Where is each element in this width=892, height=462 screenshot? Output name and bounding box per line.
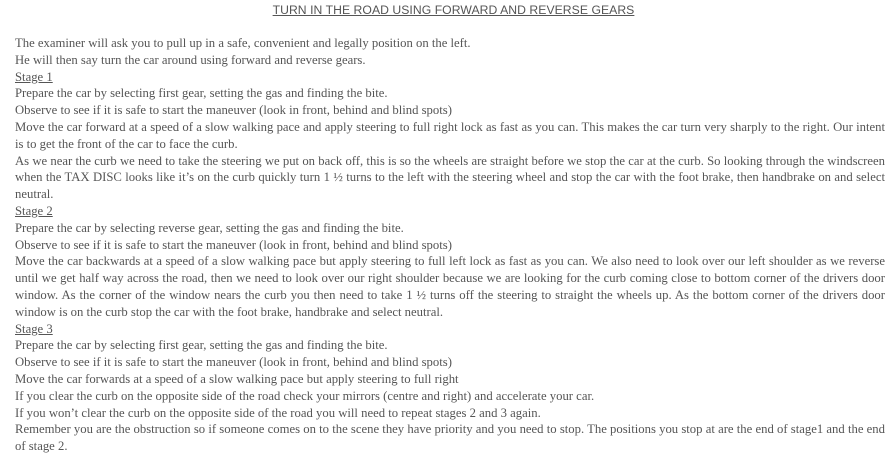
stage-1-paragraph-3: Move the car forward at a speed of a slow walking pace and apply steering to full right lock as fast as you can. This makes the car turn very sharply to the right. Our intent is to get the front of the car to face the curb. — [15, 119, 885, 151]
stage-3-paragraph-6: Remember you are the obstruction so if someone comes on to the scene they have priority and you need to stop. The positions you stop at are the end of stage1 and the end of stage 2. — [15, 422, 885, 454]
stage-2-section — [15, 203, 885, 321]
intro-paragraph-1: The examiner will ask you to pull up in a safe, convenient and legally position on the left. — [15, 36, 471, 50]
stage-3-heading: Stage 3 — [15, 321, 53, 336]
stage-3-paragraph-1: Prepare the car by selecting first gear, setting the gas and finding the bite. — [15, 338, 388, 353]
stage-1-paragraph-2: Observe to see if it is safe to start the maneuver (look in front, behind and blind spots) — [15, 103, 452, 118]
stage-1-section — [15, 69, 885, 203]
stage-3-paragraph-4: If you clear the curb on the opposite side of the road check your mirrors (centre and right) and accelerate your car. — [15, 388, 595, 403]
document-page — [15, 2, 885, 455]
stage-3-paragraph-5: If you won’t clear the curb on the opposite side of the road you will need to repeat stages 2 and 3 again. — [15, 405, 541, 420]
stage-2-paragraph-1: Prepare the car by selecting reverse gear, setting the gas and finding the bite. — [15, 220, 404, 235]
stage-3-paragraph-2: Observe to see if it is safe to start the maneuver (look in front, behind and blind spots) — [15, 355, 452, 370]
stage-2-paragraph-2: Observe to see if it is safe to start the maneuver (look in front, behind and blind spots) — [15, 237, 452, 252]
stage-1-heading: Stage 1 — [15, 69, 53, 84]
stage-2-paragraph-3: Move the car backwards at a speed of a slow walking pace but apply steering to full left lock as fast as you can. We also need to look over our left shoulder as we reverse until we get half way across the road, then we need to look over our right shoulder because we are looking for the curb coming close to bottom corner of the drivers door window. As the corner of the window nears the curb you then need to take 1 ½ turns off the steering to straight the wheels up. As the bottom corner of the drivers door window is on the curb stop the car with the foot brake, handbrake and select neutral. — [15, 254, 885, 319]
stage-3-section — [15, 321, 885, 455]
document-title: TURN IN THE ROAD USING FORWARD AND REVERSE GEARS — [272, 3, 635, 17]
stage-2-heading: Stage 2 — [15, 203, 53, 218]
stage-3-paragraph-3: Move the car forwards at a speed of a slow walking pace but apply steering to full right — [15, 371, 459, 386]
stage-1-paragraph-4: As we near the curb we need to take the steering we put on back off, this is so the wheels are straight before we stop the car at the curb. So looking through the windscreen when the TAX DISC looks like it’s on the curb quickly turn 1 ½ turns to the left with the steering wheel and stop the car with the foot brake, then handbrake on and select neutral. — [15, 153, 885, 202]
stage-1-paragraph-1: Prepare the car by selecting first gear, setting the gas and finding the bite. — [15, 86, 388, 101]
intro-paragraph-2: He will then say turn the car around using forward and reverse gears. — [15, 52, 366, 67]
